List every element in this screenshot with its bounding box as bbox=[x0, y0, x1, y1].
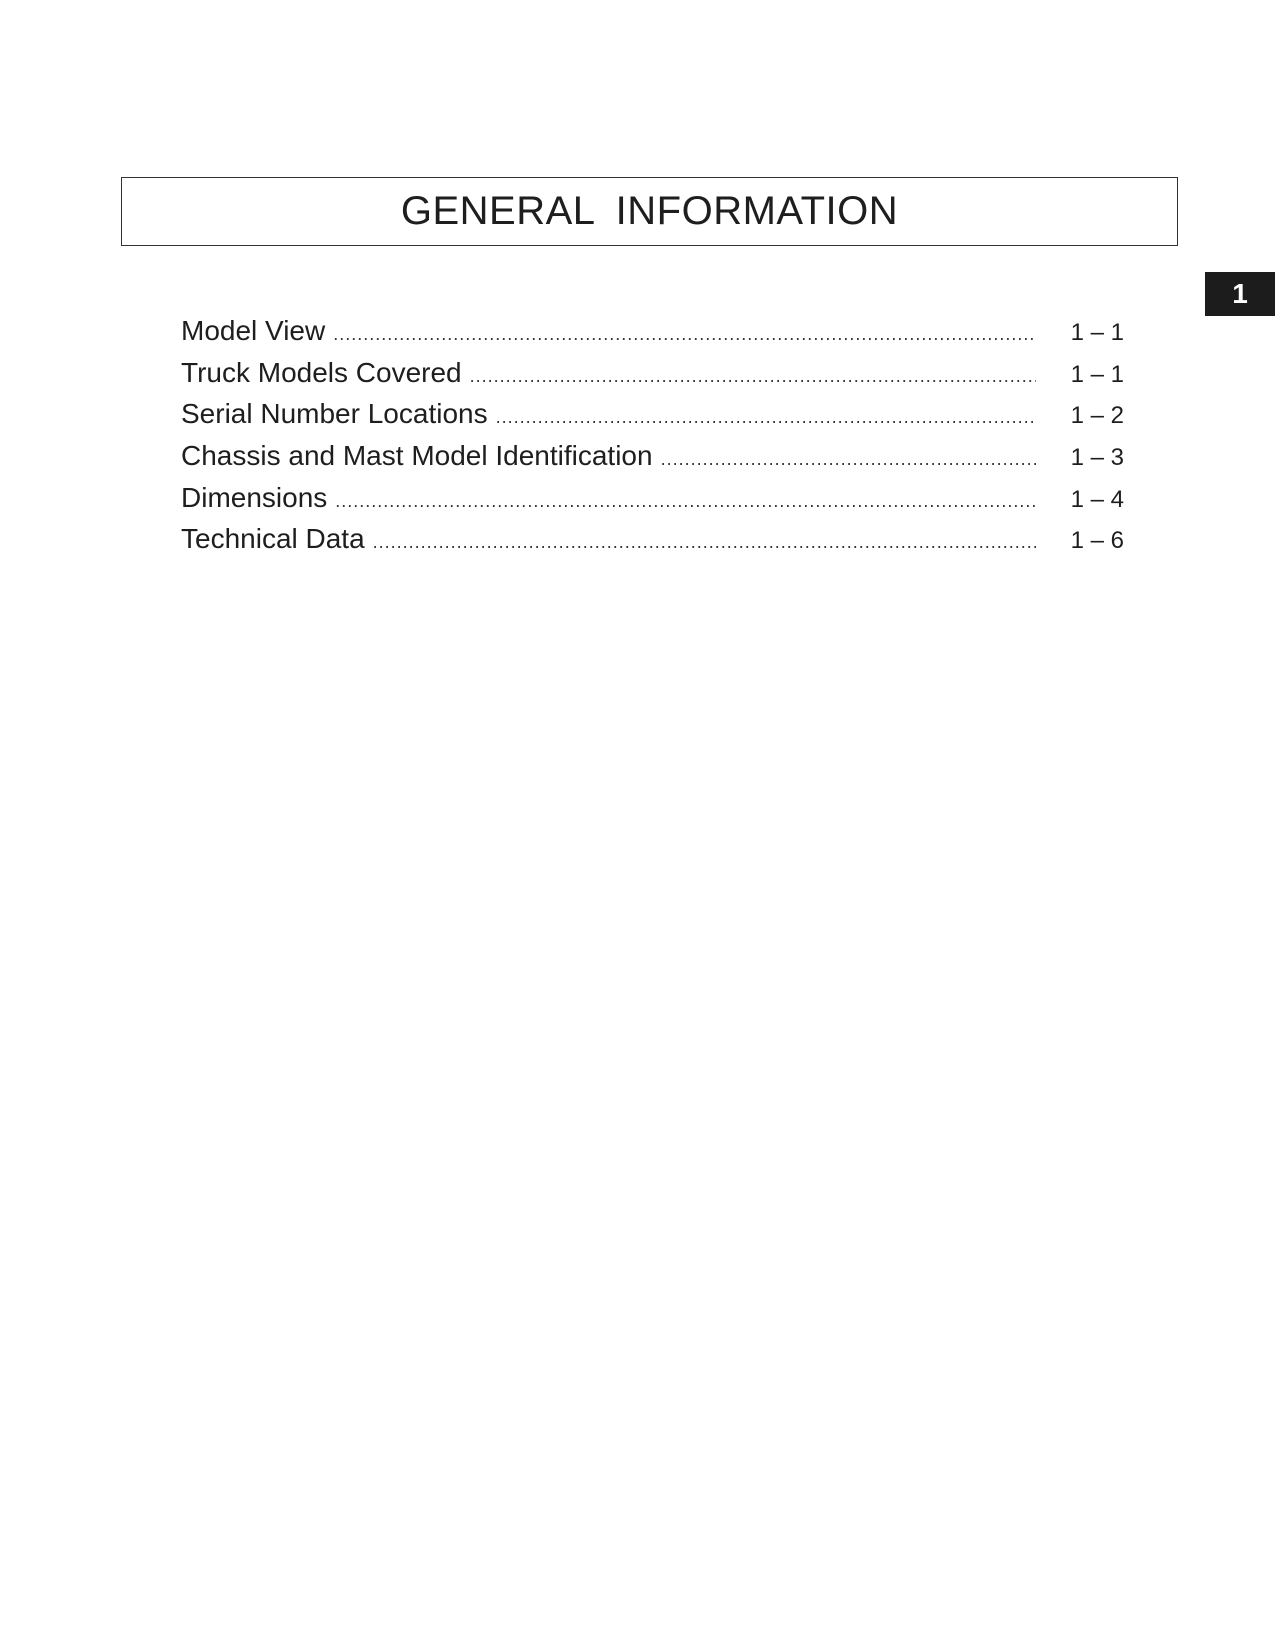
toc-item-label: Truck Models Covered bbox=[181, 356, 462, 388]
toc-item-serial-number-locations[interactable] bbox=[181, 393, 1124, 435]
toc-item-dimensions[interactable] bbox=[181, 477, 1124, 519]
toc-page-number: 1 – 1 bbox=[1070, 360, 1124, 388]
toc-page-number: 1 – 1 bbox=[1070, 319, 1124, 346]
toc-item-label: Technical Data bbox=[181, 523, 365, 555]
toc-page-number: 1 – 2 bbox=[1070, 402, 1124, 430]
dot-leader bbox=[496, 397, 1036, 439]
page-title: GENERAL INFORMATION bbox=[400, 189, 899, 233]
toc-item-chassis-mast-identification[interactable] bbox=[181, 435, 1124, 477]
toc-item-label: Dimensions bbox=[181, 481, 328, 513]
toc-item-technical-data[interactable] bbox=[181, 518, 1124, 560]
table-of-contents bbox=[181, 310, 1124, 560]
dot-leader bbox=[373, 522, 1036, 564]
dot-leader bbox=[335, 481, 1036, 523]
section-tab: 1 bbox=[1205, 272, 1275, 316]
toc-item-model-view[interactable] bbox=[181, 310, 1124, 352]
toc-item-label: Chassis and Mast Model Identification bbox=[181, 440, 653, 472]
toc-page-number: 1 – 4 bbox=[1070, 485, 1124, 513]
toc-item-label: Model View bbox=[181, 315, 326, 346]
toc-page-number: 1 – 3 bbox=[1070, 444, 1124, 472]
dot-leader bbox=[661, 439, 1036, 481]
dot-leader bbox=[333, 314, 1036, 356]
toc-item-label: Serial Number Locations bbox=[181, 398, 488, 430]
toc-item-truck-models-covered[interactable] bbox=[181, 352, 1124, 394]
dot-leader bbox=[470, 356, 1036, 398]
toc-page-number: 1 – 6 bbox=[1070, 527, 1124, 555]
section-title-box bbox=[121, 177, 1178, 246]
